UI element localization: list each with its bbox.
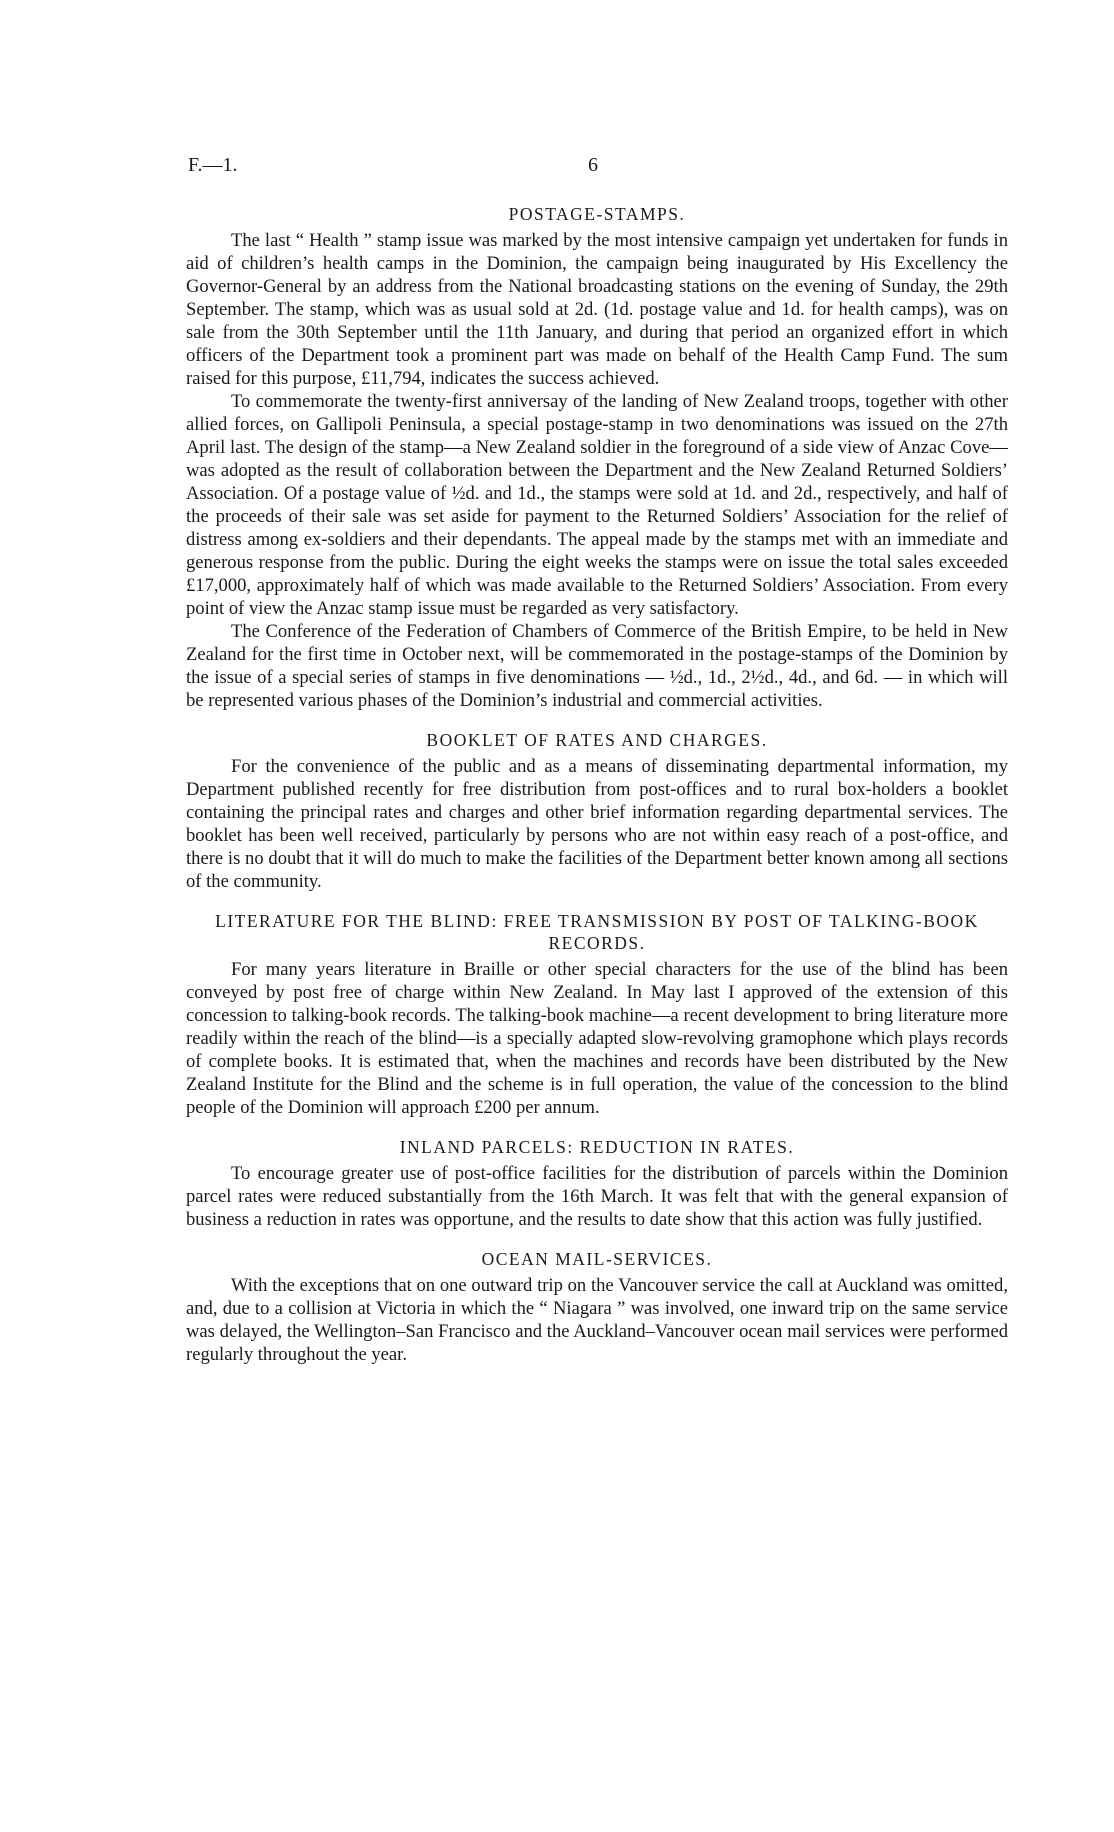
- page-number: 6: [588, 154, 598, 176]
- section-heading: LITERATURE FOR THE BLIND: FREE TRANSMISSION BY POST OF TALKING-BOOK RECORDS.: [215, 911, 979, 953]
- paragraph: For many years literature in Braille or other special characters for the use of the blind has been conveyed by post free of charge within New Zealand. In May last I approved of the extension of this concession to talking-book records. The talking-book machine—a recent development to bring literature more readily within the reach of the blind—is a specially adapted slow-revolving gramophone which plays records of complete books. It is estimated that, when the machines and records have been distributed by the New Zealand Institute for the Blind and the scheme is in full operation, the value of the concession to the blind people of the Dominion will approach £200 per annum.: [186, 959, 1008, 1118]
- paragraph: With the exceptions that on one outward trip on the Vancouver service the call at Auckland was omitted, and, due to a collision at Victoria in which the “ Niagara ” was involved, one inward trip on the same service was delayed, the Wellington–San Francisco and the Auckland–Vancouver ocean mail services were performed regularly throughout the year.: [186, 1275, 1008, 1365]
- section-heading: POSTAGE-STAMPS.: [508, 204, 686, 224]
- paragraph: The last “ Health ” stamp issue was marked by the most intensive campaign yet undertaken for funds in aid of children’s health camps in the Dominion, the campaign being inaugurated by His Excellency the Governor-General by an address from the National broadcasting stations on the evening of Sunday, the 29th September. The stamp, which was as usual sold at 2d. (1d. postage value and 1d. for health camps), was on sale from the 30th September until the 11th January, and during that period an organized effort in which officers of the Department took a prominent part was made on behalf of the Health Camp Fund. The sum raised for this purpose, £11,794, indicates the success achieved.: [186, 230, 1008, 389]
- section-literature-for-blind: [186, 910, 1008, 1119]
- section-heading: BOOKLET OF RATES AND CHARGES.: [426, 730, 768, 750]
- section-booklet-of-rates: [186, 729, 1008, 893]
- paragraph: The Conference of the Federation of Chambers of Commerce of the British Empire, to be held in New Zealand for the first time in October next, will be commemorated in the postage-stamps of the Dominion by the issue of a special series of stamps in five denominations — ½d., 1d., 2½d., 4d., and 6d. — in which will be represented various phases of the Dominion’s industrial and commercial activities.: [186, 621, 1008, 711]
- section-ocean-mail-services: [186, 1248, 1008, 1366]
- section-heading: OCEAN MAIL-SERVICES.: [481, 1249, 713, 1269]
- paragraph: To encourage greater use of post-office facilities for the distribution of parcels within the Dominion parcel rates were reduced substantially from the 16th March. It was felt that with the general expansion of business a reduction in rates was opportune, and the results to date show that this action was fully justified.: [186, 1163, 1008, 1230]
- paragraph: To commemorate the twenty-first anniversay of the landing of New Zealand troops, together with other allied forces, on Gallipoli Peninsula, a special postage-stamp in two denominations was issued on the 27th April last. The design of the stamp—a New Zealand soldier in the foreground of a side view of Anzac Cove—was adopted as the result of collaboration between the Department and the New Zealand Returned Soldiers’ Association. Of a postage value of ½d. and 1d., the stamps were sold at 1d. and 2d., respectively, and half of the proceeds of their sale was set aside for payment to the Returned Soldiers’ Association for the relief of distress among ex-soldiers and their dependants. The appeal made by the stamps met with an immediate and generous response from the public. During the eight weeks the stamps were on issue the total sales exceeded £17,000, approximately half of which was made available to the Returned Soldiers’ Association. From every point of view the Anzac stamp issue must be regarded as very satisfactory.: [186, 391, 1008, 619]
- document-reference: F.—1.: [188, 154, 238, 176]
- running-header: [188, 154, 1008, 180]
- paragraph: For the convenience of the public and as a means of disseminating departmental information, my Department published recently for free distribution from post-offices and to rural box-holders a booklet containing the principal rates and charges and other brief information regarding departmental services. The booklet has been well received, particularly by persons who are not within easy reach of a post-office, and there is no doubt that it will do much to make the facilities of the Department better known among all sections of the community.: [186, 756, 1008, 892]
- document-body: [186, 203, 1008, 1366]
- section-heading: INLAND PARCELS: REDUCTION IN RATES.: [399, 1137, 795, 1157]
- section-postage-stamps: [186, 203, 1008, 712]
- section-inland-parcels: [186, 1136, 1008, 1231]
